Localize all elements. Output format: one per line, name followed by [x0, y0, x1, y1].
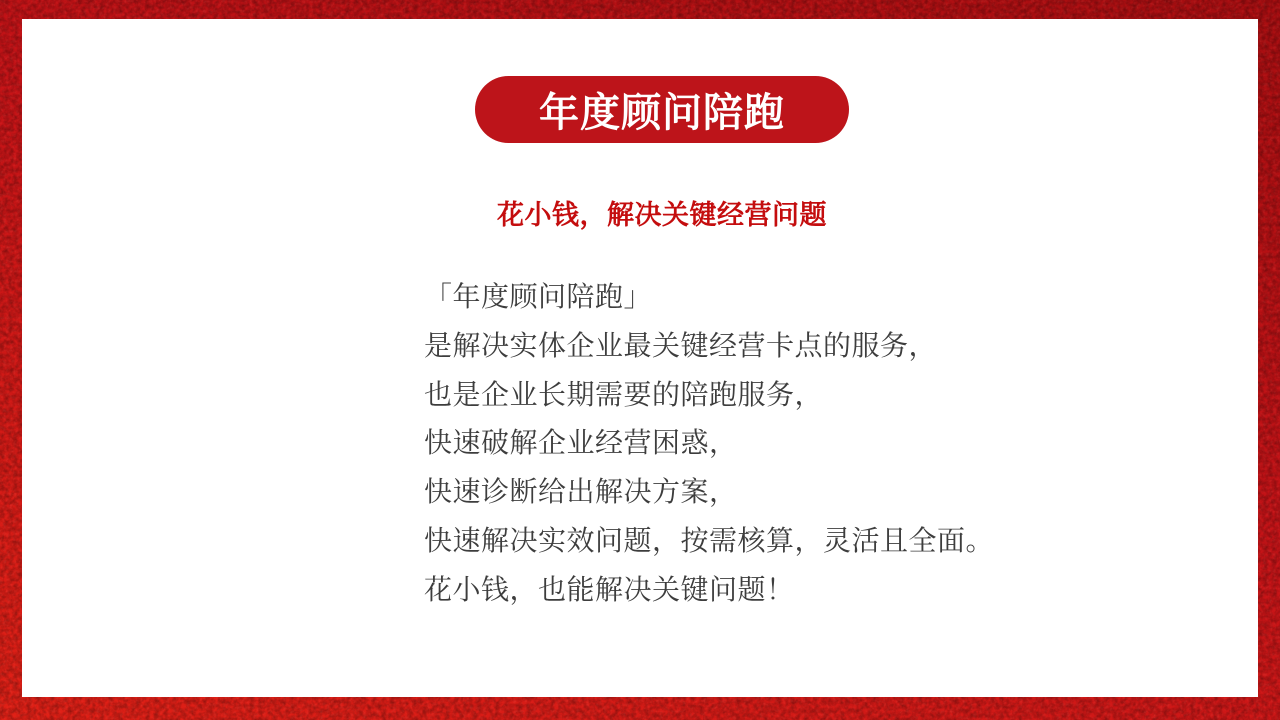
title-badge: [475, 76, 849, 143]
body-line: 是解决实体企业最关键经营卡点的服务，: [424, 329, 938, 361]
page-title: 年度顾问陪跑: [539, 91, 785, 135]
body-line: 快速解决实效问题，按需核算，灵活且全面。: [424, 524, 995, 556]
body-text-block: [424, 273, 994, 615]
body-line: 「年度顾问陪跑」: [424, 281, 653, 312]
body-line: 花小钱，也能解决关键问题！: [424, 573, 795, 605]
body-line: 也是企业长期需要的陪跑服务，: [424, 378, 824, 410]
body-line: 快速破解企业经营困惑，: [424, 427, 738, 459]
body-line: 快速诊断给出解决方案，: [424, 476, 738, 508]
slide-subtitle: 花小钱，解决关键经营问题: [497, 200, 827, 230]
